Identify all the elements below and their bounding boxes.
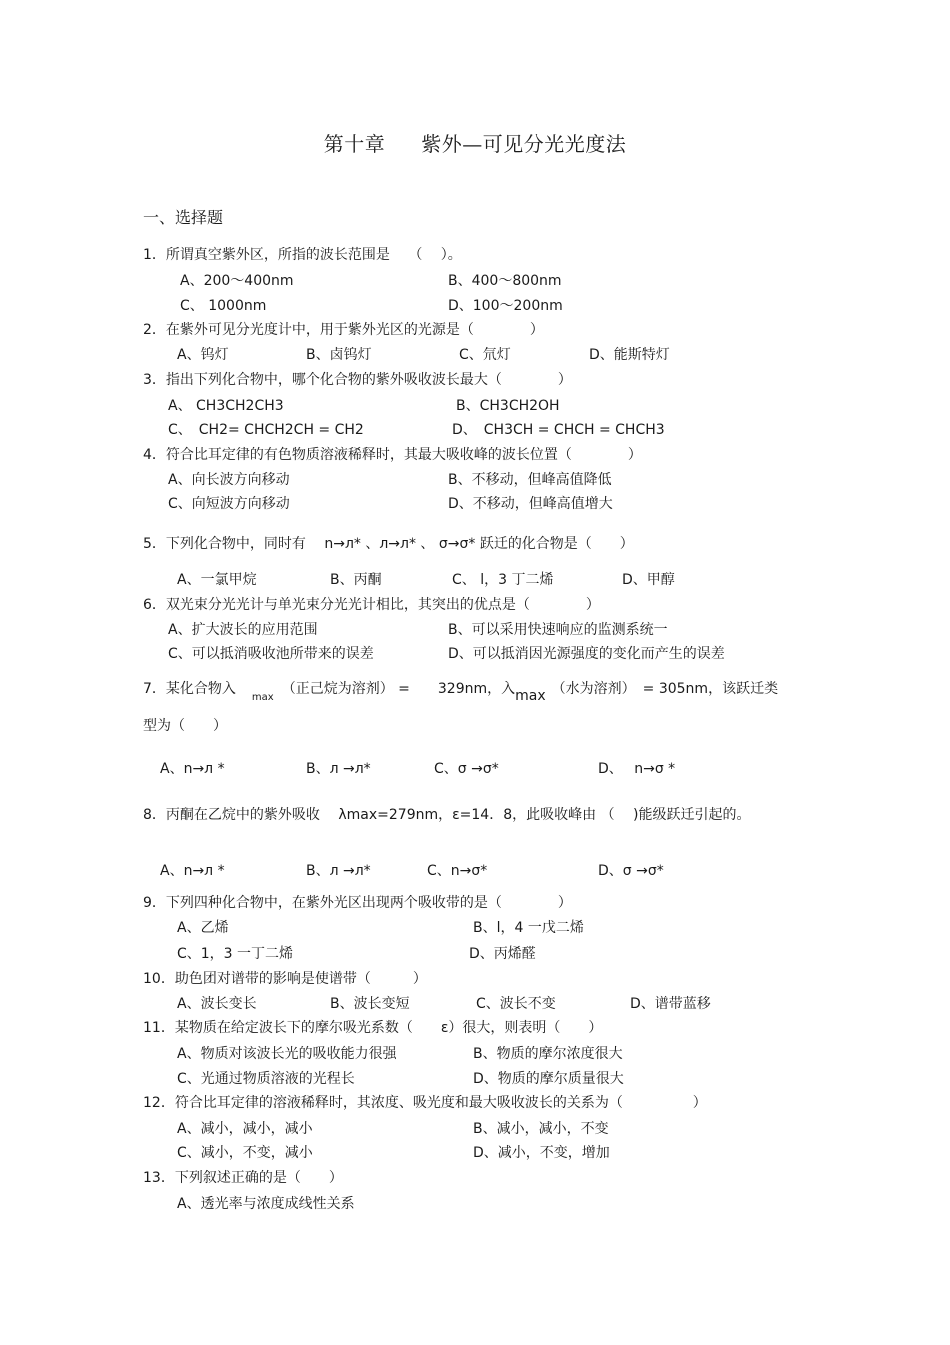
q4-option-d: D、不移动，但峰高值增大 — [448, 496, 613, 512]
q7-option-c: C、σ →σ* — [434, 761, 499, 777]
q7-option-b: B、л →л* — [306, 761, 371, 777]
chapter-number: 第十章 — [323, 132, 386, 156]
q12-option-b: B、减小，减小，不变 — [473, 1121, 609, 1137]
q3-option-c: C、 CH2= CHCH2CH = CH2 — [168, 422, 364, 438]
q4-option-c: C、向短波方向移动 — [168, 496, 290, 512]
question-2: 2．在紫外可见分光度计中，用于紫外光区的光源是（ ） — [143, 322, 544, 338]
chapter-name: 紫外—可见分光光度法 — [421, 132, 627, 156]
question-5: 5．下列化合物中，同时有 n→л* 、л→л* 、 σ→σ* 跃迁的化合物是（ ） — [143, 536, 634, 552]
q6-option-b: B、可以采用快速响应的监测系统一 — [448, 622, 668, 638]
question-1: 1．所谓真空紫外区，所指的波长范围是 （ ）。 — [143, 247, 462, 263]
q11-option-b: B、物质的摩尔浓度很大 — [473, 1046, 623, 1062]
q5-option-a: A、一氯甲烷 — [177, 572, 257, 588]
q10-option-b: B、波长变短 — [330, 996, 410, 1012]
q4-option-a: A、向长波方向移动 — [168, 472, 290, 488]
q7-option-a: A、n→л * — [160, 761, 225, 777]
q8-option-d: D、σ →σ* — [598, 863, 664, 879]
q5-option-b: B、丙酮 — [330, 572, 382, 588]
q2-option-c: C、氘灯 — [459, 347, 511, 363]
q2-option-a: A、钨灯 — [177, 347, 229, 363]
q10-option-d: D、谱带蓝移 — [630, 996, 711, 1012]
q12-option-c: C、减小，不变，减小 — [177, 1145, 313, 1161]
question-10: 10．助色团对谱带的影响是使谱带（ ） — [143, 971, 427, 987]
q3-option-a: A、 CH3CH2CH3 — [168, 398, 284, 414]
q12-option-d: D、减小，不变，增加 — [473, 1145, 610, 1161]
q6-option-c: C、可以抵消吸收池所带来的误差 — [168, 646, 374, 662]
q3-option-b: B、CH3CH2OH — [456, 398, 560, 414]
q8-option-c: C、n→σ* — [427, 863, 488, 879]
chapter-title — [0, 128, 950, 157]
q8-option-b: B、л →л* — [306, 863, 371, 879]
q5-option-d: D、甲醇 — [622, 572, 675, 588]
q1-option-d: D、100～200nm — [448, 298, 563, 314]
q6-option-a: A、扩大波长的应用范围 — [168, 622, 318, 638]
q4-option-b: B、不移动，但峰高值降低 — [448, 472, 612, 488]
question-4: 4．符合比耳定律的有色物质溶液稀释时，其最大吸收峰的波长位置（ ） — [143, 447, 642, 463]
question-6: 6．双光束分光光计与单光束分光光计相比，其突出的优点是（ ） — [143, 597, 600, 613]
q7-option-d: D、 n→σ * — [598, 761, 676, 777]
q3-option-d: D、 CH3CH = CHCH = CHCH3 — [452, 422, 665, 438]
q9-option-a: A、乙烯 — [177, 920, 229, 936]
q10-option-c: C、波长不变 — [476, 996, 556, 1012]
q9-option-d: D、丙烯醛 — [469, 946, 536, 962]
q7-stem-part-1: 7．某化合物入 — [143, 681, 236, 697]
q11-option-a: A、物质对该波长光的吸收能力很强 — [177, 1046, 397, 1062]
question-7 — [143, 680, 778, 707]
q7-stem-part-2: （正己烷为溶剂） = 329nm，入 — [281, 681, 516, 697]
question-11: 11．某物质在给定波长下的摩尔吸光系数（ ε）很大，则表明（ ） — [143, 1020, 603, 1036]
q2-option-d: D、能斯特灯 — [589, 347, 670, 363]
question-9: 9．下列四种化合物中，在紫外光区出现两个吸收带的是（ ） — [143, 895, 572, 911]
q10-option-a: A、波长变长 — [177, 996, 257, 1012]
q2-option-b: B、卤钨灯 — [306, 347, 372, 363]
q11-option-c: C、光通过物质溶液的光程长 — [177, 1071, 355, 1087]
q7-stem-part-3: （水为溶剂） = 305nm，该跃迁类 — [551, 681, 779, 697]
q9-option-b: B、l，4 一戊二烯 — [473, 920, 584, 936]
q13-option-a: A、透光率与浓度成线性关系 — [177, 1196, 355, 1212]
q1-option-b: B、400～800nm — [448, 273, 562, 289]
question-13: 13．下列叙述正确的是（ ） — [143, 1170, 343, 1186]
q9-option-c: C、1，3 一丁二烯 — [177, 946, 294, 962]
q1-option-a: A、200～400nm — [180, 273, 294, 289]
section-heading: 一、选择题 — [143, 208, 224, 227]
question-7-continued: 型为（ ） — [143, 718, 227, 734]
q1-option-c: C、 1000nm — [180, 298, 267, 314]
q8-option-a: A、n→л * — [160, 863, 225, 879]
question-3: 3．指出下列化合物中，哪个化合物的紫外吸收波长最大（ ） — [143, 372, 572, 388]
question-12: 12．符合比耳定律的溶液稀释时，其浓度、吸光度和最大吸收波长的关系为（ ） — [143, 1095, 707, 1111]
q12-option-a: A、减小，减小，减小 — [177, 1121, 313, 1137]
q6-option-d: D、可以抵消因光源强度的变化而产生的误差 — [448, 646, 725, 662]
question-8: 8．丙酮在乙烷中的紫外吸收 λmax=279nm，ε=14．8，此吸收峰由 （ )能级跃迁引起的。 — [143, 807, 751, 823]
q7-max-1: max — [251, 692, 274, 703]
q5-option-c: C、 l，3 丁二烯 — [452, 572, 554, 588]
q11-option-d: D、物质的摩尔质量很大 — [473, 1071, 624, 1087]
q7-max-2: max — [515, 688, 546, 704]
